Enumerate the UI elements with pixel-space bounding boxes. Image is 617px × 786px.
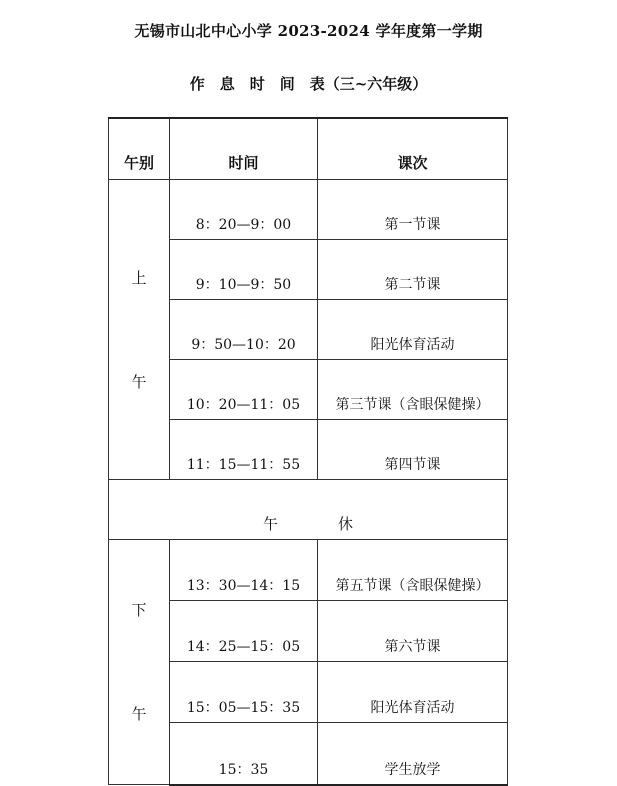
morning-label-1: 上 [131,268,147,287]
table-header-row [109,118,508,180]
lesson-cell: 第一节课 [318,180,508,240]
time-cell: 13：30—14：15 [170,540,318,601]
lesson-cell: 第四节课 [318,420,508,480]
column-header-period: 午别 [109,118,170,180]
time-cell: 9：10—9：50 [170,240,318,300]
morning-period-cell [109,180,170,480]
time-cell: 11：15—11：55 [170,420,318,480]
lesson-cell: 第六节课 [318,601,508,662]
lesson-cell: 学生放学 [318,723,508,785]
lesson-cell: 阳光体育活动 [318,662,508,723]
schedule-table [108,117,508,786]
table-row [109,180,508,240]
afternoon-period-cell [109,540,170,785]
lesson-cell: 第五节课（含眼保健操） [318,540,508,601]
time-cell: 15：05—15：35 [170,662,318,723]
time-cell: 15：35 [170,723,318,785]
lesson-cell: 第二节课 [318,240,508,300]
afternoon-label-1: 下 [131,601,147,619]
time-cell: 9：50—10：20 [170,300,318,360]
column-header-time: 时间 [170,118,318,180]
lesson-cell: 第三节课（含眼保健操） [318,360,508,420]
noon-break-cell: 午 休 [109,480,508,540]
document-subtitle: 作 息 时 间 表（三~六年级） [189,75,428,93]
time-cell: 14：25—15：05 [170,601,318,662]
morning-label-2: 午 [131,372,147,391]
time-cell: 10：20—11：05 [170,360,318,420]
document-title: 无锡市山北中心小学 2023-2024 学年度第一学期 [134,22,483,40]
column-header-lesson: 课次 [318,118,508,180]
afternoon-label-2: 午 [131,705,147,723]
noon-break-row [109,480,508,540]
lesson-cell: 阳光体育活动 [318,300,508,360]
table-row [109,540,508,601]
time-cell: 8：20—9：00 [170,180,318,240]
